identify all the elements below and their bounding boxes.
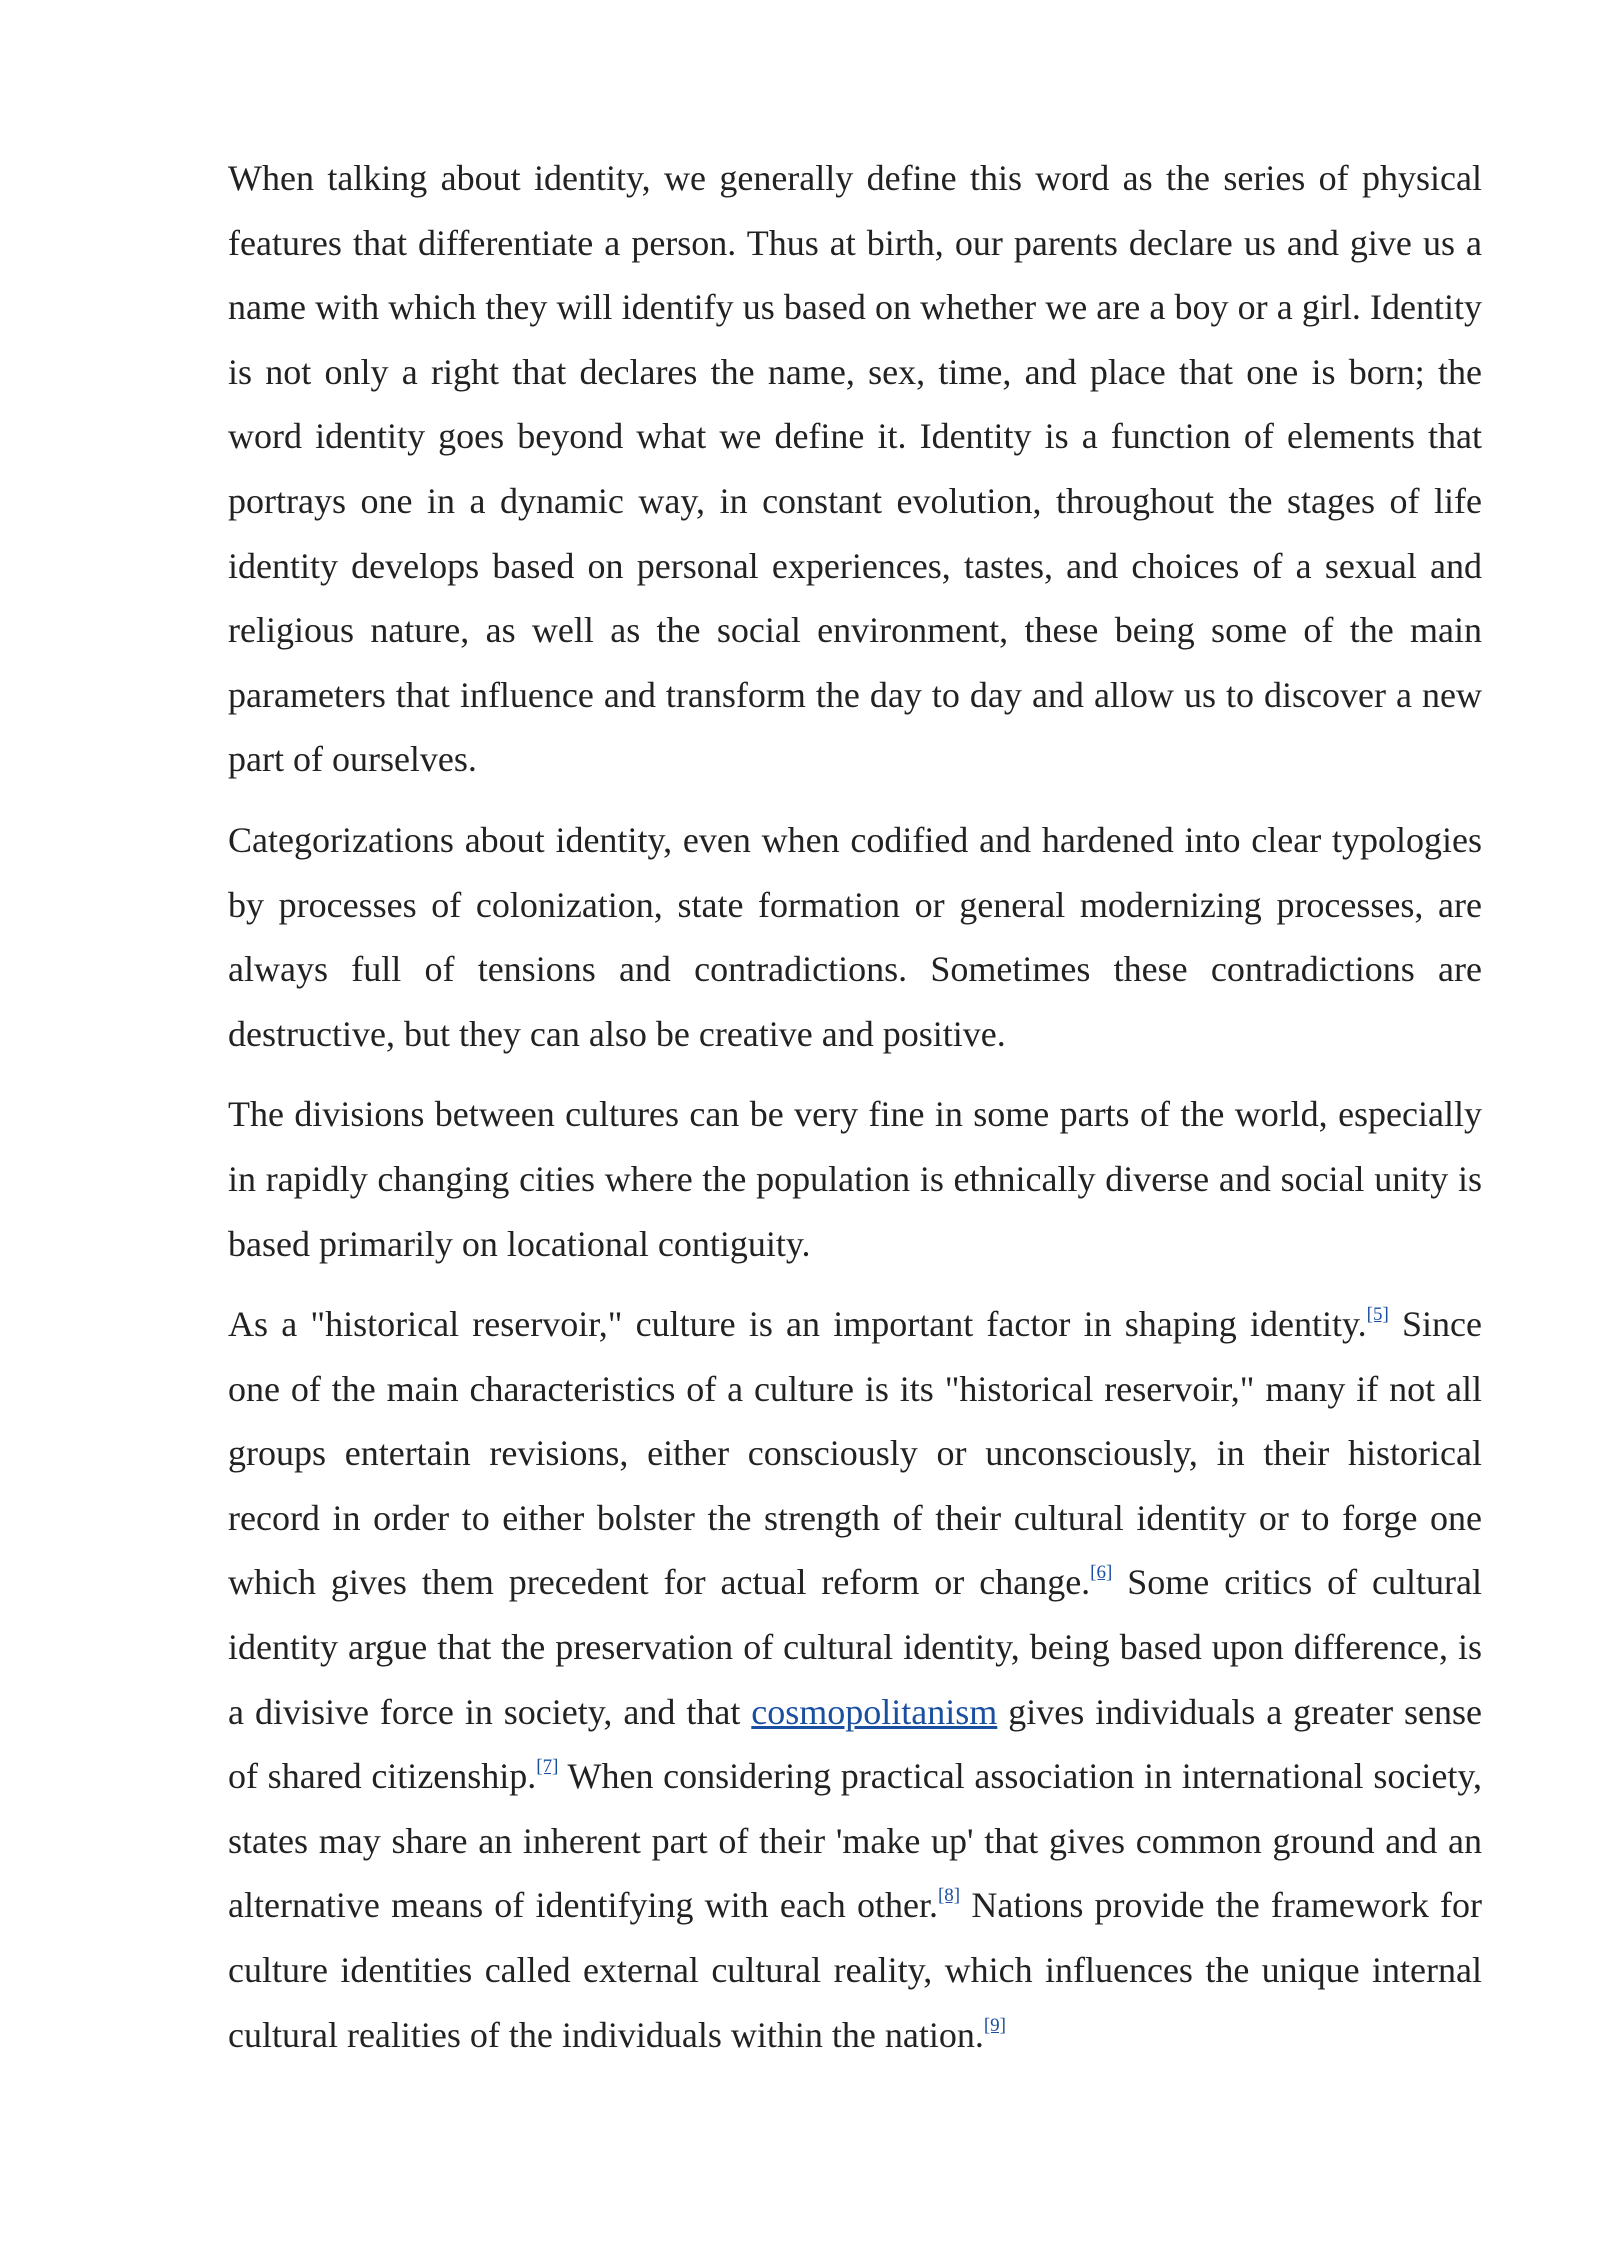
paragraph-cultural-divisions: The divisions between cultures can be very fine in some parts of the world, especially in rapidly changing cities where the population is ethnically diverse and social unity is based primarily on locational contiguity. (228, 1094, 1482, 1264)
paragraph-text-segment: Some critics of cultural identity argue that the preservation of cultural identity, being based upon difference, is a divisive force in society, and that (228, 1562, 1482, 1732)
paragraph-text-segment: gives individuals a greater sense of shared citizenship. (228, 1691, 1482, 1797)
citation-link[interactable]: [8] (937, 1885, 961, 1907)
citation-link[interactable]: [9] (983, 2014, 1006, 2036)
citation-link[interactable]: [6] (1090, 1562, 1113, 1584)
paragraph-text-segment: As a "historical reservoir," culture is an important factor in shaping identity. (228, 1304, 1367, 1345)
paragraph-historical-reservoir (228, 1292, 1482, 2067)
paragraph-categorizations: Categorizations about identity, even when codified and hardened into clear typologies by processes of colonization, state formation or general modernizing processes, are always full of tensions and contradictions. Sometimes these contradictions are destructive, but they can also be creative and positive. (228, 819, 1482, 1054)
paragraph-text-segment: Since one of the main characteristics of a culture is its "historical reservoir," many if not all groups entertain revisions, either consciously or unconsciously, in their historical record in order to either bolster the strength of their cultural identity or to forge one which gives them precedent for actual reform or change. (228, 1304, 1483, 1603)
citation-link[interactable]: [5] (1366, 1304, 1389, 1326)
paragraph-text-segment: Nations provide the framework for culture identities called external cultural reality, which influences the unique internal cultural realities of the individuals within the nation. (228, 1885, 1482, 2055)
cosmopolitanism-link[interactable]: cosmopolitanism (751, 1691, 998, 1732)
paragraph-identity-definition: When talking about identity, we generally define this word as the series of physical features that differentiate a person. Thus at birth, our parents declare us and give us a name with which they will identify us based on whether we are a boy or a girl. Identity is not only a right that declares the name, sex, time, and place that one is born; the word identity goes beyond what we define it. Identity is a function of elements that portrays one in a dynamic way, in constant evolution, throughout the stages of life identity develops based on personal experiences, tastes, and choices of a sexual and religious nature, as well as the social environment, these being some of the main parameters that influence and transform the day to day and allow us to discover a new part of ourselves. (228, 158, 1482, 780)
document-body (228, 146, 1482, 2083)
paragraph-text-segment: When considering practical association in international society, states may share an inherent part of their 'make up' that gives common ground and an alternative means of identifying with each other. (228, 1756, 1483, 1926)
citation-link[interactable]: [7] (536, 1756, 559, 1778)
